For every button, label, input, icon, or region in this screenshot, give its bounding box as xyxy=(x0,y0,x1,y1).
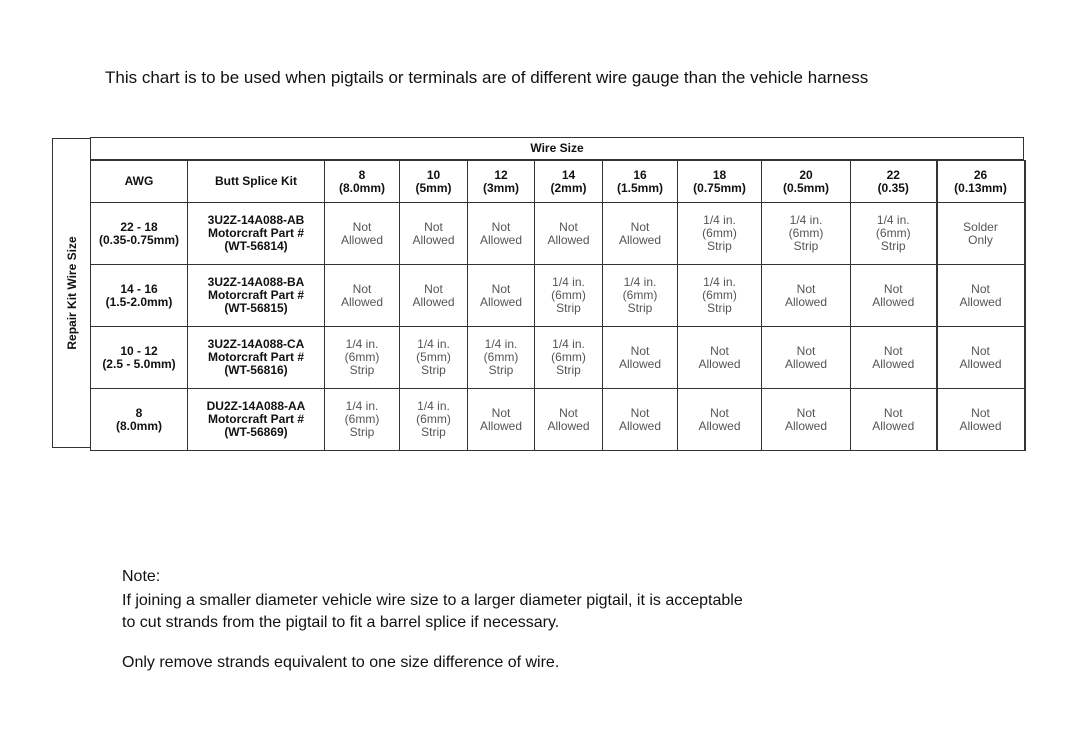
compatibility-cell-line: Not xyxy=(630,405,650,420)
column-header-line: (1.5mm) xyxy=(616,180,663,195)
compatibility-cell-line: Strip xyxy=(707,239,732,253)
column-header-line: 12 xyxy=(494,167,508,182)
compatibility-cell-line: Allowed xyxy=(618,418,662,433)
compatibility-cell xyxy=(468,265,535,327)
table-body xyxy=(91,203,1025,451)
compatibility-cell xyxy=(325,327,400,389)
compatibility-cell-line: (6mm) xyxy=(702,288,737,302)
column-header-line: (0.13mm) xyxy=(954,180,1007,195)
compatibility-cell-line: Not xyxy=(883,343,903,358)
compatibility-cell xyxy=(937,389,1025,451)
compatibility-cell xyxy=(762,265,851,327)
wire-size-header: Wire Size xyxy=(90,137,1024,160)
compatibility-cell-line: Not xyxy=(491,219,511,234)
column-header xyxy=(851,161,937,203)
compatibility-cell-line: Not xyxy=(630,219,650,234)
butt-splice-kit-cell xyxy=(188,203,325,265)
awg-cell-line: (1.5-2.0mm) xyxy=(105,294,173,309)
compatibility-cell-line: Not xyxy=(559,405,578,420)
compatibility-cell-line: Not xyxy=(796,281,816,296)
compatibility-cell xyxy=(400,389,468,451)
awg-cell xyxy=(91,203,188,265)
compatibility-cell-line: Not xyxy=(883,405,903,420)
table-row xyxy=(91,265,1025,327)
compatibility-cell xyxy=(325,389,400,451)
compatibility-cell-line: 1/4 in. xyxy=(417,399,450,413)
compatibility-cell-line: 1/4 in. xyxy=(552,275,585,289)
compatibility-cell xyxy=(678,203,762,265)
column-header xyxy=(535,161,603,203)
compatibility-cell-line: (6mm) xyxy=(702,226,737,240)
awg-cell-line: (2.5 - 5.0mm) xyxy=(102,356,176,371)
butt-splice-kit-cell-line: DU2Z-14A088-AA xyxy=(206,399,306,413)
note-text xyxy=(122,590,743,634)
compatibility-cell-line: (6mm) xyxy=(875,226,911,240)
compatibility-cell-line: Not xyxy=(352,281,372,296)
awg-cell xyxy=(91,389,188,451)
compatibility-cell-line: Allowed xyxy=(698,418,741,433)
table-row xyxy=(91,203,1025,265)
compatibility-cell-line: (6mm) xyxy=(551,288,586,302)
column-header-line: 20 xyxy=(799,167,813,182)
compatibility-cell-line: Allowed xyxy=(872,356,915,371)
compatibility-cell-line: (6mm) xyxy=(551,350,586,364)
compatibility-cell-line: 1/4 in. xyxy=(345,337,379,351)
compatibility-cell xyxy=(535,265,603,327)
compatibility-cell-line: Only xyxy=(968,232,993,247)
compatibility-cell xyxy=(937,327,1025,389)
compatibility-cell-line: Not xyxy=(424,281,443,296)
compatibility-cell-line: Not xyxy=(883,281,903,296)
compatibility-cell-line: 1/4 in. xyxy=(417,337,450,351)
compatibility-cell-line: Strip xyxy=(793,239,819,253)
compatibility-cell-line: Strip xyxy=(556,363,581,377)
compatibility-cell xyxy=(937,265,1025,327)
note-heading: Note: xyxy=(122,568,161,585)
compatibility-cell-line: Allowed xyxy=(784,418,828,433)
butt-splice-kit-cell xyxy=(188,327,325,389)
compatibility-cell xyxy=(678,265,762,327)
compatibility-cell-line: Not xyxy=(971,343,990,358)
compatibility-cell-line: Not xyxy=(352,219,372,234)
awg-cell-line: (8.0mm) xyxy=(115,418,162,433)
compatibility-cell xyxy=(603,265,678,327)
compatibility-cell-line: Strip xyxy=(627,301,653,315)
butt-splice-kit-cell-line: Motorcraft Part # xyxy=(207,288,305,302)
compatibility-cell-line: Allowed xyxy=(412,232,455,247)
compatibility-cell xyxy=(603,203,678,265)
column-header xyxy=(91,161,188,203)
compatibility-cell-line: Not xyxy=(491,405,511,420)
butt-splice-kit-cell-line: (WT-56816) xyxy=(224,363,288,377)
compatibility-cell-line: (6mm) xyxy=(788,226,824,240)
compatibility-cell-line: Not xyxy=(424,219,443,234)
compatibility-cell-line: Strip xyxy=(488,363,514,377)
column-header-line: (0.75mm) xyxy=(693,180,746,195)
awg-cell-line: 22 - 18 xyxy=(120,219,158,234)
compatibility-cell-line: Allowed xyxy=(340,232,384,247)
compatibility-cell-line: 1/4 in. xyxy=(789,213,823,227)
column-header xyxy=(762,161,851,203)
compatibility-cell-line: Solder xyxy=(963,219,998,234)
butt-splice-kit-cell-line: 3U2Z-14A088-AB xyxy=(207,213,305,227)
column-header-line: 16 xyxy=(633,167,647,182)
side-label-text: Repair Kit Wire Size xyxy=(64,236,79,350)
butt-splice-kit-cell-line: 3U2Z-14A088-CA xyxy=(207,337,305,351)
compatibility-cell-line: Allowed xyxy=(959,294,1002,309)
compatibility-cell-line: Allowed xyxy=(959,356,1002,371)
note-line-2: to cut strands from the pigtail to fit a barrel splice if necessary. xyxy=(122,614,560,631)
column-header-line: (3mm) xyxy=(482,180,519,195)
compatibility-cell-line: Strip xyxy=(421,363,446,377)
compatibility-cell xyxy=(762,203,851,265)
awg-cell-line: 14 - 16 xyxy=(120,281,158,296)
column-header-line: (0.5mm) xyxy=(782,180,829,195)
compatibility-cell-line: 1/4 in. xyxy=(345,399,379,413)
repair-kit-wire-size-label xyxy=(52,138,90,448)
compatibility-cell xyxy=(400,327,468,389)
compatibility-cell xyxy=(762,389,851,451)
compatibility-cell xyxy=(851,327,937,389)
compatibility-cell-line: Allowed xyxy=(479,232,523,247)
compatibility-cell-line: Not xyxy=(796,343,816,358)
column-header xyxy=(603,161,678,203)
compatibility-cell xyxy=(851,265,937,327)
compatibility-cell-line: Not xyxy=(796,405,816,420)
compatibility-cell-line: Allowed xyxy=(784,356,828,371)
butt-splice-kit-cell-line: (WT-56869) xyxy=(224,425,288,439)
compatibility-cell-line: Not xyxy=(630,343,650,358)
compatibility-cell-line: Allowed xyxy=(479,418,523,433)
compatibility-cell-line: Not xyxy=(710,405,729,420)
column-header-line: (8.0mm) xyxy=(338,180,385,195)
column-header-line: 26 xyxy=(973,167,988,182)
compatibility-cell-line: (6mm) xyxy=(344,412,380,426)
compatibility-cell xyxy=(603,389,678,451)
header-row xyxy=(91,161,1025,203)
awg-cell xyxy=(91,265,188,327)
butt-splice-kit-cell-line: (WT-56815) xyxy=(224,301,288,315)
wire-gauge-table xyxy=(90,160,1026,451)
compatibility-cell-line: Not xyxy=(491,281,511,296)
compatibility-cell-line: Allowed xyxy=(618,356,662,371)
compatibility-cell xyxy=(851,203,937,265)
compatibility-cell-line: (6mm) xyxy=(416,412,451,426)
compatibility-cell-line: 1/4 in. xyxy=(552,337,585,351)
compatibility-cell xyxy=(678,327,762,389)
compatibility-cell-line: Allowed xyxy=(959,418,1002,433)
compatibility-cell xyxy=(851,389,937,451)
column-header xyxy=(188,161,325,203)
column-header-line: 8 xyxy=(358,167,366,182)
compatibility-cell-line: Allowed xyxy=(872,294,915,309)
compatibility-cell xyxy=(468,327,535,389)
column-header-line: 10 xyxy=(426,167,441,182)
compatibility-cell-line: Strip xyxy=(349,363,375,377)
butt-splice-kit-cell xyxy=(188,389,325,451)
column-header-line: (0.35) xyxy=(877,180,909,195)
compatibility-cell-line: Allowed xyxy=(547,232,590,247)
compatibility-cell xyxy=(678,389,762,451)
compatibility-cell-line: Allowed xyxy=(618,232,662,247)
compatibility-cell xyxy=(400,265,468,327)
awg-cell-line: 10 - 12 xyxy=(120,343,158,358)
butt-splice-kit-cell-line: (WT-56814) xyxy=(224,239,288,253)
table-row xyxy=(91,389,1025,451)
compatibility-cell-line: Strip xyxy=(556,301,581,315)
note-line-1: If joining a smaller diameter vehicle wire size to a larger diameter pigtail, it is acceptable xyxy=(122,592,743,609)
column-header-line: Butt Splice Kit xyxy=(214,174,297,188)
awg-cell-line: 8 xyxy=(135,405,143,420)
compatibility-cell-line: (6mm) xyxy=(344,350,380,364)
butt-splice-kit-cell-line: Motorcraft Part # xyxy=(207,226,305,240)
compatibility-cell-line: Allowed xyxy=(698,356,741,371)
column-header-line: 18 xyxy=(712,167,727,182)
column-header xyxy=(468,161,535,203)
compatibility-cell xyxy=(400,203,468,265)
note-line-3: Only remove strands equivalent to one size difference of wire. xyxy=(122,654,560,671)
column-header-line: AWG xyxy=(124,174,154,188)
column-header xyxy=(400,161,468,203)
compatibility-cell-line: Allowed xyxy=(479,294,523,309)
compatibility-cell-line: Strip xyxy=(707,301,732,315)
compatibility-cell xyxy=(468,389,535,451)
column-header-line: (5mm) xyxy=(415,180,452,195)
table-row xyxy=(91,327,1025,389)
butt-splice-kit-cell-line: Motorcraft Part # xyxy=(207,412,305,426)
compatibility-cell-line: (6mm) xyxy=(622,288,658,302)
awg-cell-line: (0.35-0.75mm) xyxy=(98,232,180,247)
compatibility-cell xyxy=(468,203,535,265)
compatibility-cell xyxy=(937,203,1025,265)
compatibility-cell xyxy=(325,203,400,265)
compatibility-cell-line: Not xyxy=(971,281,990,296)
compatibility-cell-line: Allowed xyxy=(412,294,455,309)
compatibility-cell-line: (6mm) xyxy=(483,350,519,364)
butt-splice-kit-cell-line: 3U2Z-14A088-BA xyxy=(207,275,305,289)
compatibility-cell-line: Not xyxy=(559,219,578,234)
compatibility-cell xyxy=(762,327,851,389)
compatibility-cell-line: 1/4 in. xyxy=(876,213,910,227)
compatibility-cell-line: Allowed xyxy=(784,294,828,309)
compatibility-cell-line: Strip xyxy=(421,425,446,439)
column-header xyxy=(937,161,1025,203)
compatibility-cell-line: (5mm) xyxy=(416,350,451,364)
compatibility-cell xyxy=(325,265,400,327)
compatibility-cell-line: Not xyxy=(710,343,729,358)
compatibility-cell-line: 1/4 in. xyxy=(703,213,736,227)
compatibility-cell-line: Allowed xyxy=(872,418,915,433)
column-header-line: 22 xyxy=(886,167,900,182)
butt-splice-kit-cell-line: Motorcraft Part # xyxy=(207,350,305,364)
compatibility-cell-line: Allowed xyxy=(547,418,590,433)
compatibility-cell-line: 1/4 in. xyxy=(623,275,657,289)
chart-title: This chart is to be used when pigtails or terminals are of different wire gauge than the vehicle harness xyxy=(105,68,869,87)
compatibility-cell xyxy=(535,389,603,451)
compatibility-cell-line: Allowed xyxy=(340,294,384,309)
butt-splice-kit-cell xyxy=(188,265,325,327)
column-header xyxy=(678,161,762,203)
column-header-line: (2mm) xyxy=(550,180,587,195)
compatibility-cell xyxy=(603,327,678,389)
compatibility-cell xyxy=(535,203,603,265)
compatibility-cell-line: Not xyxy=(971,405,990,420)
compatibility-cell-line: 1/4 in. xyxy=(484,337,518,351)
column-header xyxy=(325,161,400,203)
compatibility-cell-line: Strip xyxy=(349,425,375,439)
awg-cell xyxy=(91,327,188,389)
compatibility-cell-line: 1/4 in. xyxy=(703,275,736,289)
compatibility-cell xyxy=(535,327,603,389)
column-header-line: 14 xyxy=(561,167,576,182)
compatibility-cell-line: Strip xyxy=(880,239,906,253)
